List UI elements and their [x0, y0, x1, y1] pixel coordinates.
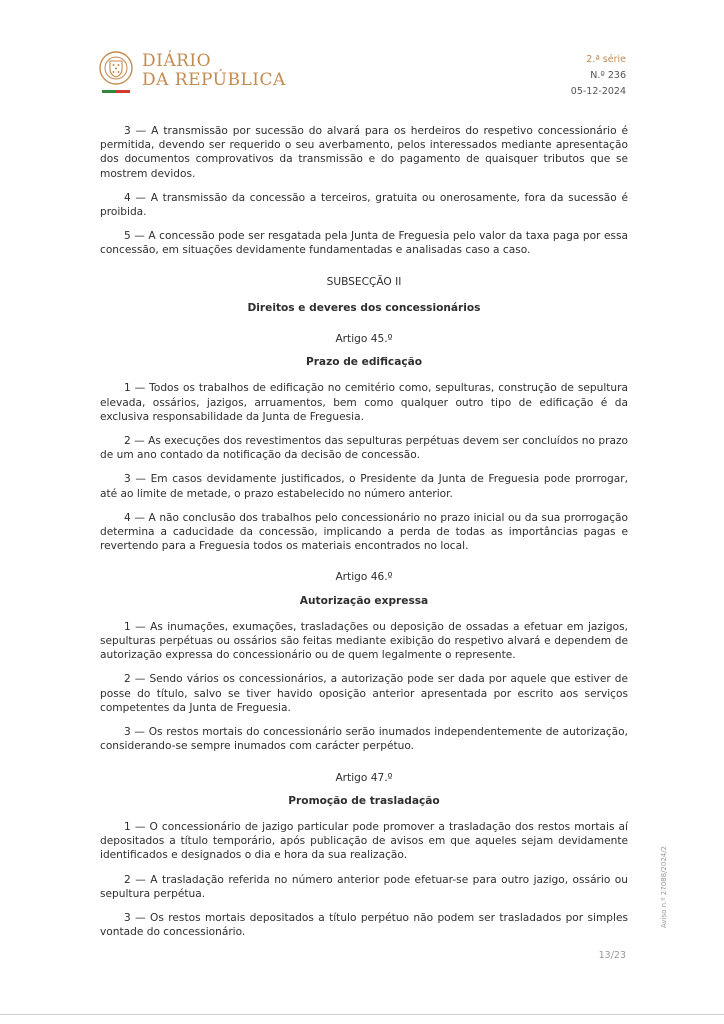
article-title: Autorização expressa	[299, 594, 429, 607]
logo-line-1: DIÁRIO	[142, 51, 212, 71]
paragraph: 1 — As inumações, exumações, trasladações ou deposição de ossadas a efetuar em jazigos, sepulturas perpétuas ou ossários são feitas mediante exibição do respetivo alvará e dependem de autorização expressa do concessionário ou de quem legalmente o represente.	[100, 620, 628, 662]
page-number: 13/23	[598, 950, 626, 961]
paragraph: 2 — Sendo vários os concessionários, a autorização pode ser dada por aquele que estiver de posse do título, salvo se tiver havido oposição anterior apresentada por escrito aos serviços competentes da Junta de Freguesia.	[100, 673, 628, 714]
paragraph: 3 — Os restos mortais do concessionário serão inumados independentemente de autorização, considerando-se sempre inumados com carácter perpétuo.	[100, 726, 628, 753]
article-title: Prazo de edificação	[305, 356, 423, 369]
issue-info	[571, 52, 626, 100]
side-reference-text: Aviso n.º 27088/2024/2	[660, 845, 668, 928]
article-number: Artigo 47.º	[335, 771, 393, 784]
paragraph: 3 — Os restos mortais depositados a título perpétuo não podem ser trasladados por simples vontade do concessionário.	[100, 911, 628, 939]
paragraph: 4 — A não conclusão dos trabalhos pelo concessionário no prazo inicial ou da sua prorrogação determina a caducidade da concessão, implicando a perda de todas as importâncias pagas e revertendo para a Freguesia todos os materiais encontrados no local.	[100, 511, 628, 553]
paragraph: 5 — A concessão pode ser resgatada pela Junta de Freguesia pelo valor da taxa paga por essa concessão, em situações devidamente fundamentadas e analisadas caso a caso.	[100, 230, 628, 257]
article-number: Artigo 46.º	[335, 571, 393, 584]
issue-number: N.º 236	[590, 70, 626, 81]
logo-text	[142, 52, 286, 90]
article-title: Promoção de trasladação	[288, 794, 440, 807]
paragraph: 3 — A transmissão por sucessão do alvará para os herdeiros do respetivo concessionário é permitida, devendo ser requerido o seu averbamento, pelos interessados mediante apresentação dos documentos comprovativos da transmissão e do pagamento de quaisquer tributos que se mostrem devidos.	[100, 125, 628, 180]
paragraph: 3 — Em casos devidamente justificados, o Presidente da Junta de Freguesia pode prorrogar, até ao limite de metade, o prazo estabelecido no número anterior.	[100, 473, 628, 500]
paragraph: 2 — A trasladação referida no número anterior pode efetuar-se para outro jazigo, ossário ou sepultura perpétua.	[100, 873, 628, 900]
flag-stripe	[102, 90, 130, 93]
subsection-label: SUBSECÇÃO II	[326, 275, 402, 288]
paragraph: 4 — A transmissão da concessão a terceiros, gratuita ou onerosamente, fora da sucessão é proibida.	[100, 191, 628, 219]
paragraph: 1 — Todos os trabalhos de edificação no cemitério como, sepulturas, construção de sepultura elevada, ossários, jazigos, arruamentos, bem como qualquer outro tipo de edificação é da exclusiva responsabilidade da Junta de Freguesia.	[100, 382, 628, 423]
side-reference-note	[660, 832, 672, 928]
coat-of-arms-icon	[98, 50, 134, 86]
serie-label: 2.ª série	[586, 54, 626, 65]
bottom-divider	[0, 1014, 724, 1015]
issue-date: 05-12-2024	[570, 86, 626, 97]
paragraph: 1 — O concessionário de jazigo particular pode promover a trasladação dos restos mortais aí depositados a título temporário, após publicação de avisos em que aqueles sejam devidamente identificados e designados o dia e hora da sua realização.	[100, 820, 628, 862]
paragraph: 2 — As execuções dos revestimentos das sepulturas perpétuas devem ser concluídos no prazo de um ano contado da notificação da decisão de concessão.	[100, 435, 628, 462]
article-number: Artigo 45.º	[335, 333, 393, 346]
subsection-title: Direitos e deveres dos concessionários	[247, 301, 481, 314]
diario-da-republica-logo	[98, 50, 288, 98]
logo-line-2: DA REPÚBLICA	[142, 70, 286, 90]
document-body	[100, 124, 628, 949]
